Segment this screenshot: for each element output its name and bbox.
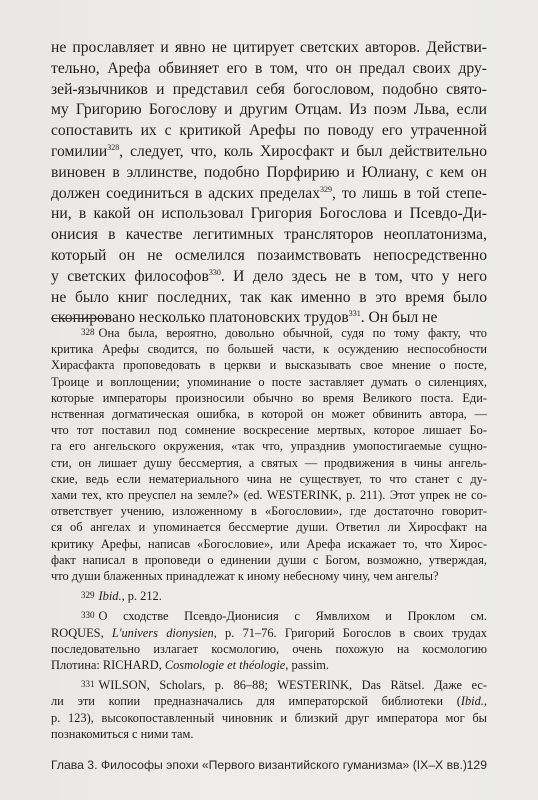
text-line: у светских философов$^{330}$. И дело здесь не в том, что у него: [51, 267, 487, 285]
footnote-line: Хирасфакта проповедовать в церкви и высказывать свое мнение о посте,: [51, 358, 487, 373]
main-text: [51, 38, 487, 329]
footnote-line: p. 123), высокопоставленный чиновник и близкий друг императора мог бы: [51, 710, 487, 725]
text-line: виновен в эллинстве, подобно Порфирию и Юлиану, с кем он: [51, 163, 487, 181]
footnote-331: [51, 676, 487, 742]
footnote-329: [51, 587, 487, 604]
footnote-line: ли эти копии предназначались для императорской библиотеки (Ibid.,: [51, 694, 487, 709]
footnote-line: ские, ведь если нематериального чина не существует, то что станет с ду-: [51, 471, 487, 486]
footnote-number: 330: [81, 610, 95, 621]
footnote-line: последовательно излагает космологию, очень похожую на космологию: [51, 641, 487, 656]
footnote-line: которые императоры произносили обычно во время Великого поста. Еди-: [51, 390, 487, 405]
footnote-ref: 330: [208, 267, 221, 277]
footnote-line: ся об ангелах и упоминается бессмертие души. Ответил ли Хиросфакт на: [51, 520, 487, 535]
footnote-line: критика Арефы сводится, по большей части, к осуждению неспособности: [51, 342, 487, 357]
footnote-number: 331: [81, 679, 95, 690]
text-line: не было книг последних, так как именно в это время было: [51, 288, 487, 306]
footnote-ref: 331: [348, 309, 361, 319]
text-line: который он не осмелился позаимствовать непосредственно: [51, 246, 487, 264]
footnote-line: что души блаженных принадлежат к иному небесному чину, чем ангелы?: [51, 569, 439, 584]
text-line: должен соединиться в адских пределах$^{329}$, то лишь в той степе-: [51, 184, 487, 202]
running-title: Глава 3. Философы эпохи «Первого византийского гуманизма» (IX–X вв.): [51, 758, 467, 772]
footnote-line: ROQUES, L'univers dionysien, p. 71–76. Григорий Богослов в своих трудах: [51, 625, 488, 640]
footnote-ref: 328: [107, 142, 120, 152]
footnote-line: Плотина: RICHARD, Cosmologie et théologie, passim.: [51, 658, 330, 673]
footnote-line: 331 WILSON, Scholars, p. 86–88; WESTERINK, Das Rätsel. Даже ес-: [81, 678, 487, 693]
footnote-line: 330 О сходстве Псевдо-Дионисия с Ямвлихом и Проклом см.: [81, 609, 487, 624]
text-line: скопировано несколько платоновских трудов$^{331}$. Он был не: [51, 309, 438, 327]
footnote-line: сти, он лишает душу бессмертия, а святых — продвижения в чины ангель-: [51, 455, 487, 470]
text-line: зей-язычников и представил себя богословом, подобно свято-: [51, 80, 487, 98]
text-line: му Григорию Богослову и другим Отцам. Из поэм Льва, если: [51, 101, 487, 119]
footnote-328: [51, 324, 487, 584]
text-line: гомилии$^{328}$, следует, что, коль Хиросфакт и был действительно: [51, 142, 487, 160]
footnote-330: [51, 607, 487, 673]
text-line: ни, в какой он использовал Григория Богослова и Псевдо-Ди-: [51, 205, 487, 223]
footnote-line: нственная догматическая ошибка, в которой он может обвинить автора, —: [51, 407, 487, 422]
footnote-line: познакомиться с ними там.: [51, 726, 194, 741]
text-line: тельно, Арефа обвиняет его в том, что он предал своих дру-: [51, 59, 487, 77]
footnote-number: 328: [81, 327, 95, 337]
page-number: 129: [466, 758, 487, 772]
text-line: онисия в качестве легитимных трансляторов неоплатонизма,: [51, 226, 487, 244]
footnote-line: критику Арефы, написав «Богословие», или Арефа искажает то, что Хирос-: [51, 536, 487, 551]
text-line: не прославляет и явно не цитирует светских авторов. Действи-: [51, 39, 487, 56]
footnotes: [51, 324, 487, 745]
footnote-line: что тот поставил под сомнение воскресение мертвых, которое лишает Бо-: [51, 423, 487, 438]
footnote-separator: [51, 318, 111, 319]
footnote-line: 329 Ibid., p. 212.: [81, 589, 162, 604]
text-line: сопоставить их с критикой Арефы по поводу его утраченной: [51, 122, 487, 140]
footnote-line: Троице и воплощении; упоминание о посте заставляет думать о силенциях,: [51, 374, 487, 389]
footnote-line: ответствует учению, изложенному в «Богословии», где достаточно говорит-: [51, 504, 487, 519]
footnote-line: факт написал в проповеди о единении души с Богом, возможно, утверждая,: [51, 552, 487, 567]
footnote-number: 329: [81, 590, 95, 601]
footnote-line: хами тех, кто преуспел на земле?» (ed. WESTERINK, p. 211). Этот упрек не со-: [51, 488, 487, 503]
footnote-ref: 329: [320, 184, 332, 194]
footnote-line: га его ангельского окружения, «так что, упразднив умопостигаемые сущно-: [51, 439, 487, 454]
footnote-line: 328 Она была, вероятно, довольно обычной, судя по тому факту, что: [81, 326, 487, 340]
